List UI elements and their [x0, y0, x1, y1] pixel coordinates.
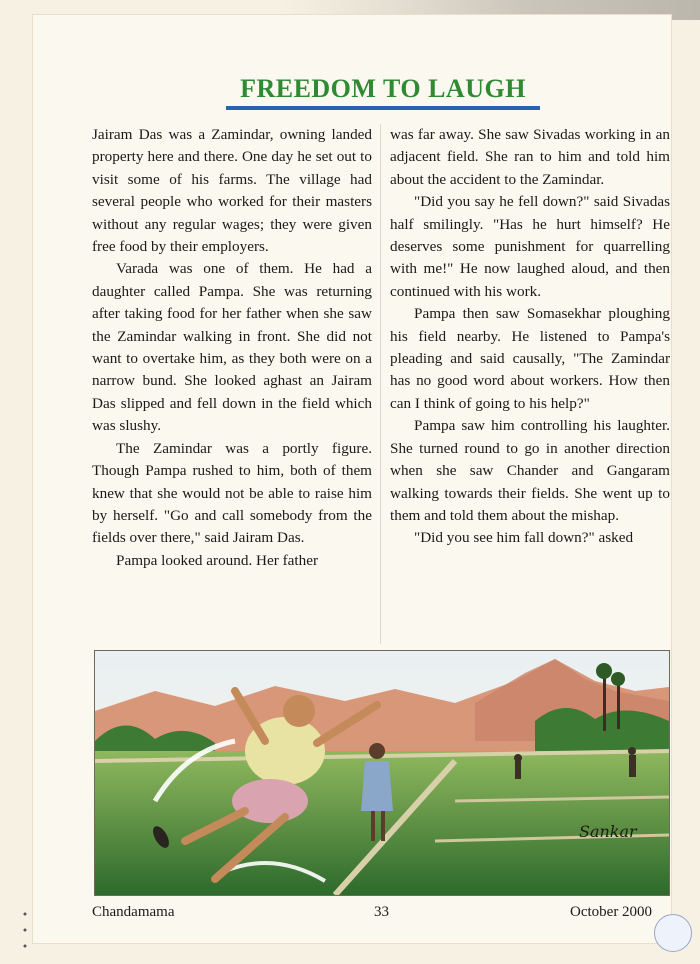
- artist-signature: Sankar: [579, 822, 637, 841]
- paragraph: Jairam Das was a Zamindar, owning landed property here and there. One day he set out to visit some of his farms. The village had several people who worked for their masters without any regular wages; they were given free food by their employers.: [92, 126, 372, 256]
- library-stamp: [654, 914, 692, 952]
- article-title: FREEDOM TO LAUGH: [240, 74, 526, 103]
- story-illustration: [94, 650, 670, 896]
- illustration-scene: [95, 651, 669, 895]
- paragraph: Pampa looked around. Her father: [116, 551, 319, 569]
- title-underline: [226, 106, 540, 110]
- right-column: [390, 124, 670, 550]
- left-column: [92, 124, 372, 572]
- margin-marks: [22, 910, 28, 950]
- paragraph: was far away. She saw Sivadas working in an adjacent field. She ran to him and told him about the accident to the Zamindar.: [390, 126, 670, 188]
- paragraph: Pampa then saw Somasekhar ploughing his field nearby. He listened to Pampa's pleading and said causally, "The Zamindar has no good word about workers. How then can I think of going to his help?": [390, 305, 670, 412]
- column-divider: [380, 124, 381, 644]
- footer-magazine-name: Chandamama: [92, 904, 175, 920]
- paragraph: Pampa saw him controlling his laughter. She turned round to go in another direction when she saw Chander and Gangaram walking towards their fields. She went up to them and told them about the mishap.: [390, 417, 670, 524]
- footer-page-number: 33: [374, 904, 389, 920]
- footer-issue-date: October 2000: [570, 904, 653, 920]
- article-title-wrap: [226, 74, 540, 104]
- paragraph: The Zamindar was a portly figure. Though Pampa rushed to him, both of them knew that she would not be able to raise him by herself. "Go and call somebody from the fields over there," said Jairam Das.: [92, 439, 372, 547]
- paragraph: Varada was one of them. He had a daughter called Pampa. She was returning after taking food for her father when she saw the Zamindar walking in front. She did not want to overtake him, as they both were on a narrow bund. She looked aghast an Jairam Das slipped and fell down in the field which was slushy.: [92, 260, 372, 435]
- paragraph: "Did you say he fell down?" said Sivadas half smilingly. "Has he hurt himself? He deserves some punishment for quarrelling with me!" He now laughed aloud, and then continued with his work.: [390, 193, 670, 300]
- paragraph: "Did you see him fall down?" asked: [414, 529, 634, 547]
